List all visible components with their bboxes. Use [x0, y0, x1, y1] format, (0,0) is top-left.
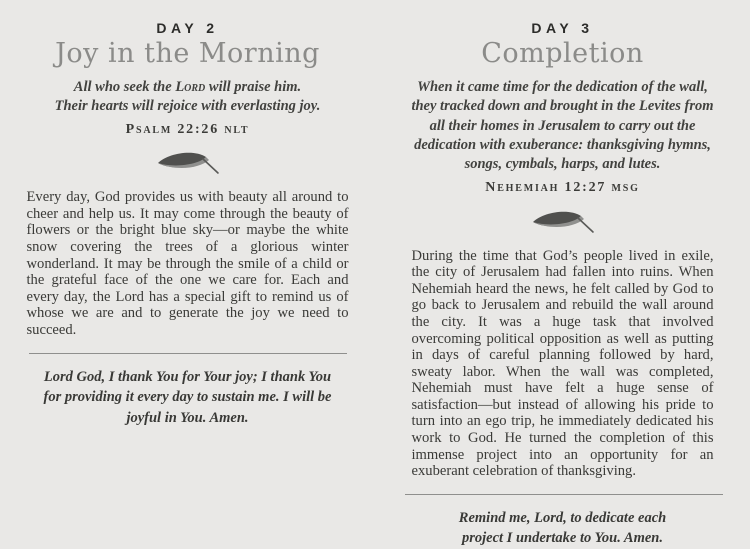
scripture-line1-pre: All who seek the — [73, 78, 176, 95]
page-title: Completion — [481, 38, 644, 69]
scripture-lord-smallcaps: Lord — [175, 78, 206, 95]
prayer-text: Remind me, Lord, to dedicate each project I undertake to You. Amen. — [458, 509, 667, 547]
scripture-quote — [32, 78, 344, 140]
day-label: DAY 2 — [156, 20, 219, 36]
day-label: DAY 3 — [531, 20, 594, 36]
scripture-line2: Their hearts will rejoice with everlasting joy. — [54, 98, 321, 115]
scripture-reference: Nehemiah 12:27 msg — [485, 179, 640, 195]
prayer-text: Lord God, I thank You for Your joy; I thank You for providing it every day to sustain me. I will be joyful in You. Amen. — [43, 368, 332, 426]
feather-icon — [27, 148, 349, 178]
devotional-body: During the time that God’s people lived in exile, the city of Jerusalem had fallen into ruins. When Nehemiah heard the news, he felt called by God to go back to Jerusalem and rebuild the wall around the city. It was a huge task that involved overcoming political opposition as well as putting in days of careful planning followed by hard, sweaty labor. When the wall was completed, Nehemiah must have felt a huge sense of satisfaction—but instead of allowing his pride to turn into an ego trip, he immediately dedicated his work to God. He turned the completion of this immense project into an opportunity for an exuberant celebration of thanksgiving. — [411, 247, 714, 480]
page-day-2-content — [27, 20, 349, 428]
page-day-3 — [375, 0, 750, 547]
scripture-quote — [405, 78, 721, 198]
feather-icon — [405, 207, 721, 237]
scripture-reference: Psalm 22:26 nlt — [125, 121, 250, 137]
prayer-divider — [405, 494, 723, 495]
page-day-3-content — [405, 20, 721, 549]
page-title: Joy in the Morning — [55, 38, 320, 69]
scripture-line1-post: will praise him. — [205, 78, 302, 95]
devotional-body: Every day, God provides us with beauty all around to cheer and help us. It may come through the beauty of flowers or the bright blue sky—or maybe the white snow covering the trees of a glorious winter wonderland. It may be through the smile of a child or the grateful face of the one we care for. Each and every day, the Lord has a special gift to remind us of whose we are and to generate the joy we need to succeed. — [26, 189, 349, 339]
prayer-divider — [29, 353, 347, 354]
scripture-text: When it came time for the dedication of the wall, they tracked down and brought in the Levites from all their homes in Jerusalem to carry out the dedication with exuberance: thanksgiving hymns, songs, cymbals, harps, and lutes. — [411, 78, 714, 173]
page-day-2 — [0, 0, 375, 498]
